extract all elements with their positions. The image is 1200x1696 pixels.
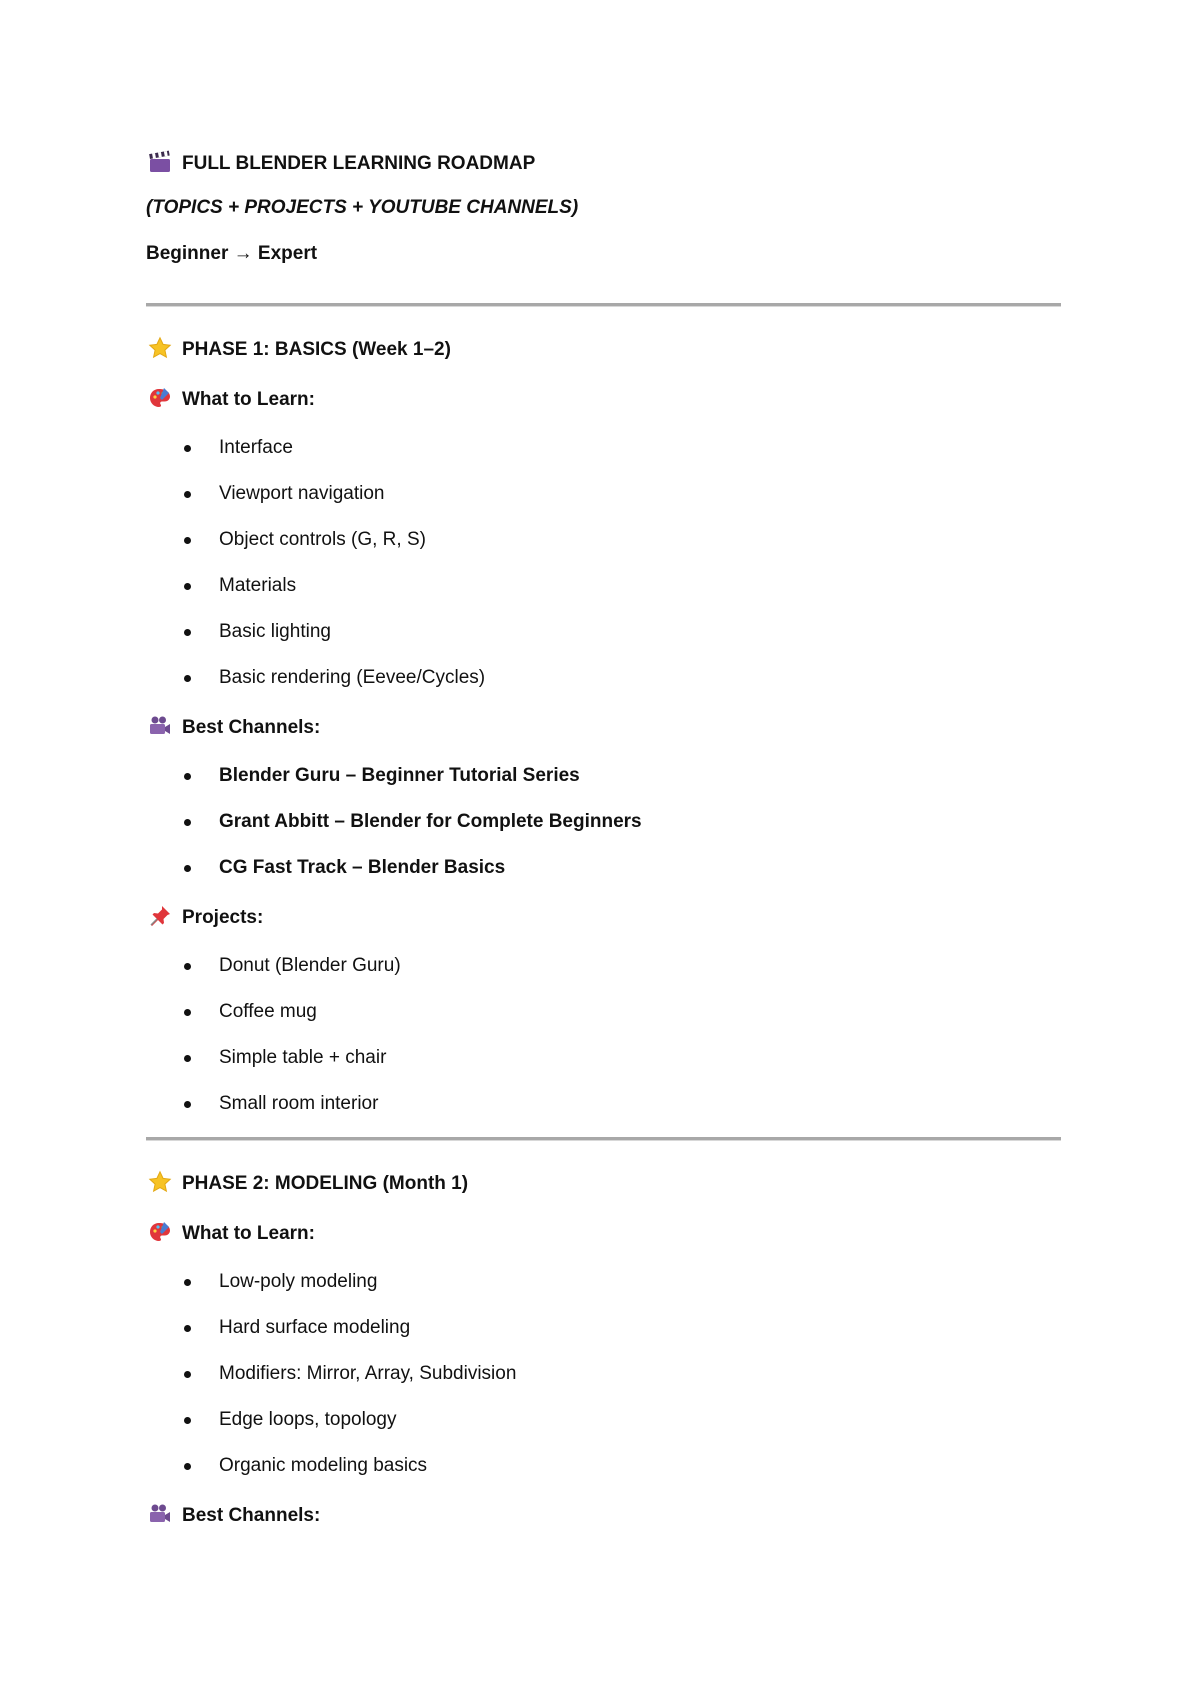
phase1-learn-heading: What to Learn: xyxy=(182,389,315,410)
phase1-learn-item: Interface xyxy=(219,437,293,458)
bullet-marker xyxy=(184,1279,191,1286)
pushpin-icon xyxy=(148,904,172,928)
clapper-board-icon xyxy=(148,150,172,174)
phase1-channels-heading-line xyxy=(148,714,320,740)
phase1-project-item: Small room interior xyxy=(219,1093,379,1114)
document-title-line xyxy=(148,150,535,176)
bullet-marker xyxy=(184,491,191,498)
bullet-marker xyxy=(184,1463,191,1470)
bullet-marker xyxy=(184,1371,191,1378)
bullet-marker xyxy=(184,963,191,970)
phase2-heading-line xyxy=(148,1170,468,1196)
phase1-learn-item: Basic rendering (Eevee/Cycles) xyxy=(219,667,486,688)
phase1-learn-item: Materials xyxy=(219,575,297,596)
bullet-marker xyxy=(184,1325,191,1332)
phase1-project-item: Donut (Blender Guru) xyxy=(219,955,401,976)
bullet-marker xyxy=(184,1101,191,1108)
star-icon xyxy=(148,1170,172,1194)
palette-icon xyxy=(148,1220,172,1244)
phase2-learn-item: Hard surface modeling xyxy=(219,1317,411,1338)
phase1-channel-item: Blender Guru – Beginner Tutorial Series xyxy=(219,765,580,786)
bullet-marker xyxy=(184,865,191,872)
bullet-marker xyxy=(184,819,191,826)
bullet-marker xyxy=(184,675,191,682)
bullet-marker xyxy=(184,629,191,636)
palette-icon xyxy=(148,386,172,410)
phase1-project-item: Simple table + chair xyxy=(219,1047,387,1068)
bullet-marker xyxy=(184,583,191,590)
movie-camera-icon xyxy=(148,714,172,738)
phase1-heading-line xyxy=(148,336,451,362)
document-title: FULL BLENDER LEARNING ROADMAP xyxy=(182,153,536,174)
phase1-learn-heading-line xyxy=(148,386,315,412)
phase2-heading: PHASE 2: MODELING (Month 1) xyxy=(182,1173,469,1194)
divider-1 xyxy=(146,303,1061,307)
level-line: Beginner → Expert xyxy=(146,243,318,264)
phase1-learn-item: Basic lighting xyxy=(219,621,331,642)
phase1-channel-item: Grant Abbitt – Blender for Complete Beginners xyxy=(219,811,642,832)
phase1-channel-item: CG Fast Track – Blender Basics xyxy=(219,857,506,878)
bullet-marker xyxy=(184,1055,191,1062)
phase2-channels-heading-line xyxy=(148,1502,320,1528)
movie-camera-icon xyxy=(148,1502,172,1526)
divider-2 xyxy=(146,1137,1061,1141)
bullet-marker xyxy=(184,1009,191,1016)
phase2-learn-heading-line xyxy=(148,1220,315,1246)
phase2-channels-heading: Best Channels: xyxy=(182,1505,321,1526)
phase1-learn-item: Object controls (G, R, S) xyxy=(219,529,426,550)
phase1-projects-heading-line xyxy=(148,904,263,930)
phase2-learn-item: Low-poly modeling xyxy=(219,1271,378,1292)
bullet-marker xyxy=(184,537,191,544)
bullet-marker xyxy=(184,445,191,452)
phase1-project-item: Coffee mug xyxy=(219,1001,317,1022)
document-subtitle: (TOPICS + PROJECTS + YOUTUBE CHANNELS) xyxy=(146,197,579,218)
phase1-learn-item: Viewport navigation xyxy=(219,483,385,504)
phase1-projects-heading: Projects: xyxy=(182,907,264,928)
phase2-learn-item: Modifiers: Mirror, Array, Subdivision xyxy=(219,1363,517,1384)
bullet-marker xyxy=(184,1417,191,1424)
phase1-heading: PHASE 1: BASICS (Week 1–2) xyxy=(182,339,451,360)
star-icon xyxy=(148,336,172,360)
phase2-learn-item: Edge loops, topology xyxy=(219,1409,397,1430)
phase1-channels-heading: Best Channels: xyxy=(182,717,321,738)
phase2-learn-heading: What to Learn: xyxy=(182,1223,315,1244)
phase2-learn-item: Organic modeling basics xyxy=(219,1455,428,1476)
bullet-marker xyxy=(184,773,191,780)
